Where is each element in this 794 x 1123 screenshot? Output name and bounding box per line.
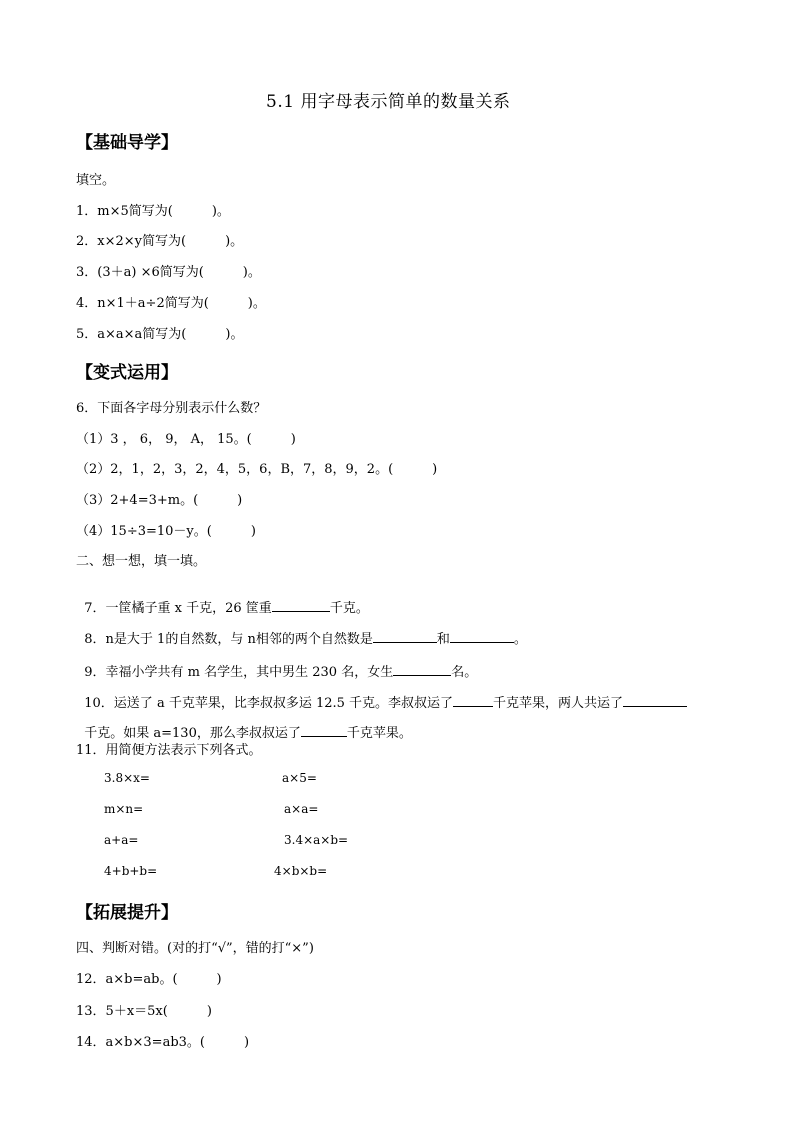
expression: a×5=: [282, 771, 317, 785]
question-7-text: 7．一筐橘子重 x 千克，26 筐重: [84, 601, 272, 616]
question-8-text: 8．n是大于 1的自然数，与 n相邻的两个自然数是: [84, 632, 373, 647]
question-6-2: （2）2，1，2，3，2，4，5，6，B，7，8，9，2。( ): [76, 462, 438, 477]
question-9-unit: 名。: [451, 665, 478, 680]
question-6-1: （1）3 ， 6， 9， A， 15。( ): [76, 432, 296, 447]
question-8-and: 和: [436, 632, 450, 647]
question-10-end: 千克苹果。: [346, 726, 412, 741]
question-1: 1．m×5简写为( )。: [76, 204, 230, 219]
question-14: 14．a×b×3=ab3。( ): [76, 1035, 250, 1050]
section-heading-extend: 【拓展提升】: [76, 903, 178, 923]
answer-blank[interactable]: [373, 631, 437, 643]
question-12: 12．a×b=ab。( ): [76, 972, 222, 987]
question-6: 6．下面各字母分别表示什么数？: [76, 401, 267, 416]
question-13: 13．5＋x＝5x( ): [76, 1004, 212, 1019]
answer-blank[interactable]: [301, 725, 347, 737]
part-2-heading: 二、想一想，填一填。: [76, 554, 207, 569]
question-5: 5．a×a×a简写为( )。: [76, 327, 244, 342]
page-title: 5.1 用字母表示简单的数量关系: [266, 92, 511, 112]
question-8-end: 。: [513, 632, 527, 647]
question-10-mid: 千克苹果，两人共运了: [493, 696, 624, 711]
part-4-heading: 四、判断对错。(对的打“√”，错的打“×”): [76, 941, 314, 956]
expression: 3.4×a×b=: [284, 833, 349, 847]
expression: a×a=: [284, 802, 319, 816]
answer-blank[interactable]: [623, 695, 687, 707]
section-heading-basic: 【基础导学】: [76, 133, 178, 153]
question-11: 11．用简便方法表示下列各式。: [76, 743, 262, 758]
question-10-text: 10．运送了 a 千克苹果，比李叔叔多运 12.5 千克。李叔叔运了: [84, 696, 454, 711]
expression: 4×b×b=: [274, 864, 328, 878]
question-4: 4．n×1＋a÷2简写为( )。: [76, 296, 266, 311]
answer-blank[interactable]: [272, 600, 330, 612]
expression: 4+b+b=: [104, 864, 158, 878]
question-6-4: （4）15÷3=10－y。( ): [76, 524, 256, 539]
question-3: 3．(3＋a) ×6简写为( )。: [76, 265, 261, 280]
question-2: 2．x×2×y简写为( )。: [76, 234, 244, 249]
answer-blank[interactable]: [450, 631, 514, 643]
expression: m×n=: [104, 802, 144, 816]
answer-blank[interactable]: [453, 695, 493, 707]
question-9: [76, 646, 477, 680]
fill-instruction: 填空。: [76, 173, 116, 188]
question-7-unit: 千克。: [329, 601, 369, 616]
question-10-line-1: [76, 677, 687, 711]
section-heading-variant: 【变式运用】: [76, 363, 178, 383]
question-9-text: 9．幸福小学共有 m 名学生，其中男生 230 名，女生: [84, 665, 394, 680]
question-8: [76, 613, 527, 647]
expression: 3.8×x=: [104, 771, 150, 785]
answer-blank[interactable]: [393, 664, 451, 676]
question-10-line-2: [76, 707, 412, 741]
question-7: [76, 582, 369, 616]
question-10-cont: 千克。如果 a=130，那么李叔叔运了: [84, 726, 301, 741]
expression: a+a=: [104, 833, 139, 847]
question-6-3: （3）2+4=3+m。( ): [76, 493, 243, 508]
